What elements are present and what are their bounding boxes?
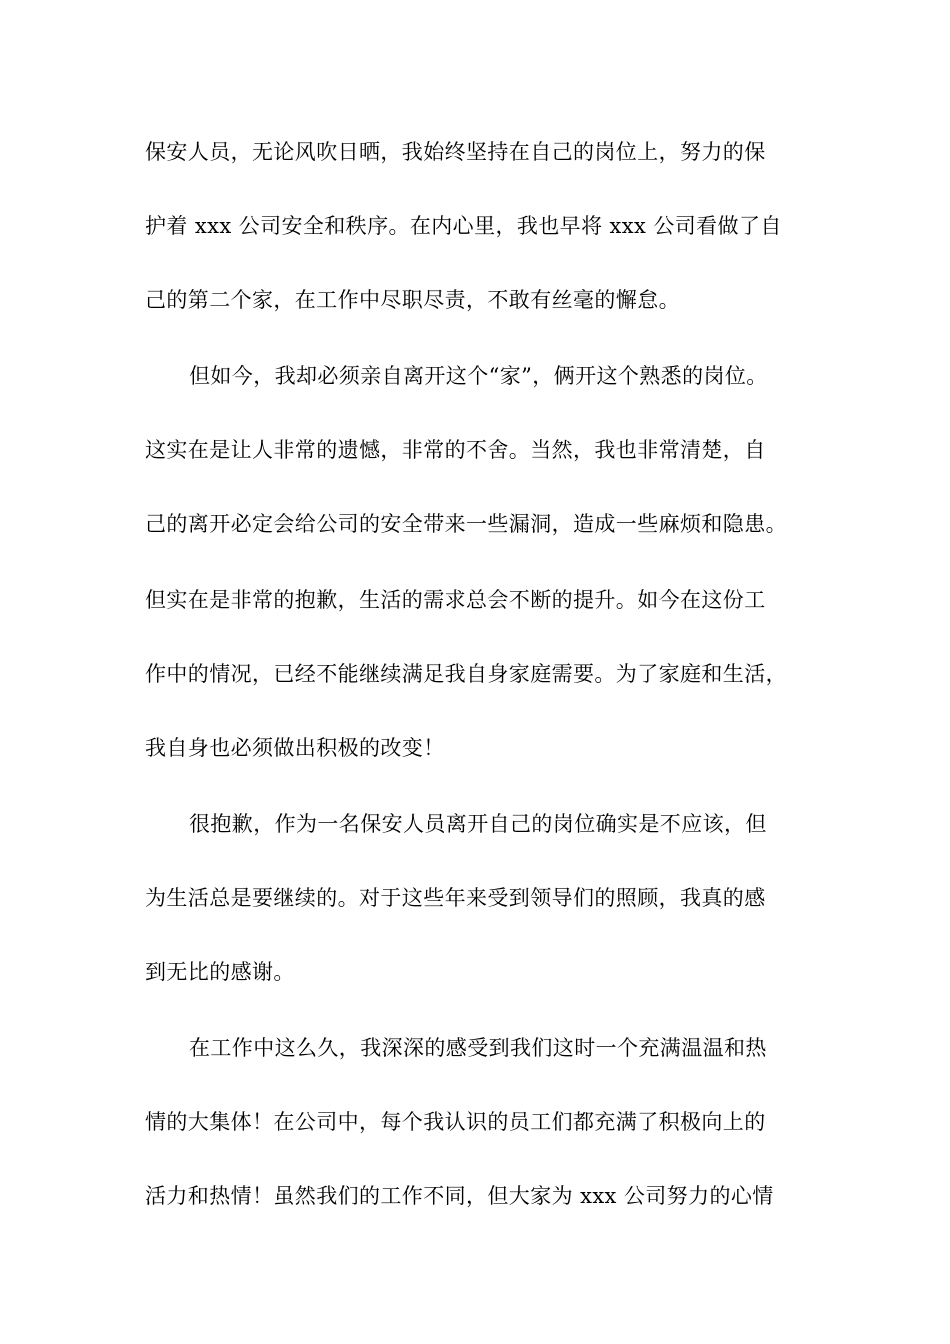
text-line: 但实在是非常的抱歉，生活的需求总会不断的提升。如今在这份工 xyxy=(145,588,766,612)
text-line: 情的大集体！在公司中，每个我认识的员工们都充满了积极向上的 xyxy=(145,1110,766,1134)
text-line: 到无比的感谢。 xyxy=(145,960,295,984)
paragraph-first-line: 在工作中这么久，我深深的感受到我们这时一个充满温温和热 xyxy=(189,1036,767,1060)
paragraph-first-line: 很抱歉，作为一名保安人员离开自己的岗位确实是不应该，但 xyxy=(189,812,767,836)
text-line: 保安人员，无论风吹日晒，我始终坚持在自己的岗位上，努力的保 xyxy=(145,140,766,164)
text-line: 活力和热情！虽然我们的工作不同，但大家为 xxx 公司努力的心情 xyxy=(145,1184,774,1208)
text-line: 为生活总是要继续的。对于这些年来受到领导们的照顾，我真的感 xyxy=(145,886,766,910)
text-line: 己的第二个家，在工作中尽职尽责，不敢有丝毫的懈怠。 xyxy=(145,288,680,312)
text-line: 己的离开必定会给公司的安全带来一些漏洞，造成一些麻烦和隐患。 xyxy=(145,512,787,536)
paragraph-first-line: 但如今，我却必须亲自离开这个“家”，俩开这个熟悉的岗位。 xyxy=(189,364,768,388)
text-line: 护着 xxx 公司安全和秩序。在内心里，我也早将 xxx 公司看做了自 xyxy=(145,214,782,238)
text-line: 我自身也必须做出积极的改变！ xyxy=(145,736,445,760)
text-line: 作中的情况，已经不能继续满足我自身家庭需要。为了家庭和生活， xyxy=(145,662,787,686)
text-line: 这实在是让人非常的遗憾，非常的不舍。当然，我也非常清楚，自 xyxy=(145,438,766,462)
